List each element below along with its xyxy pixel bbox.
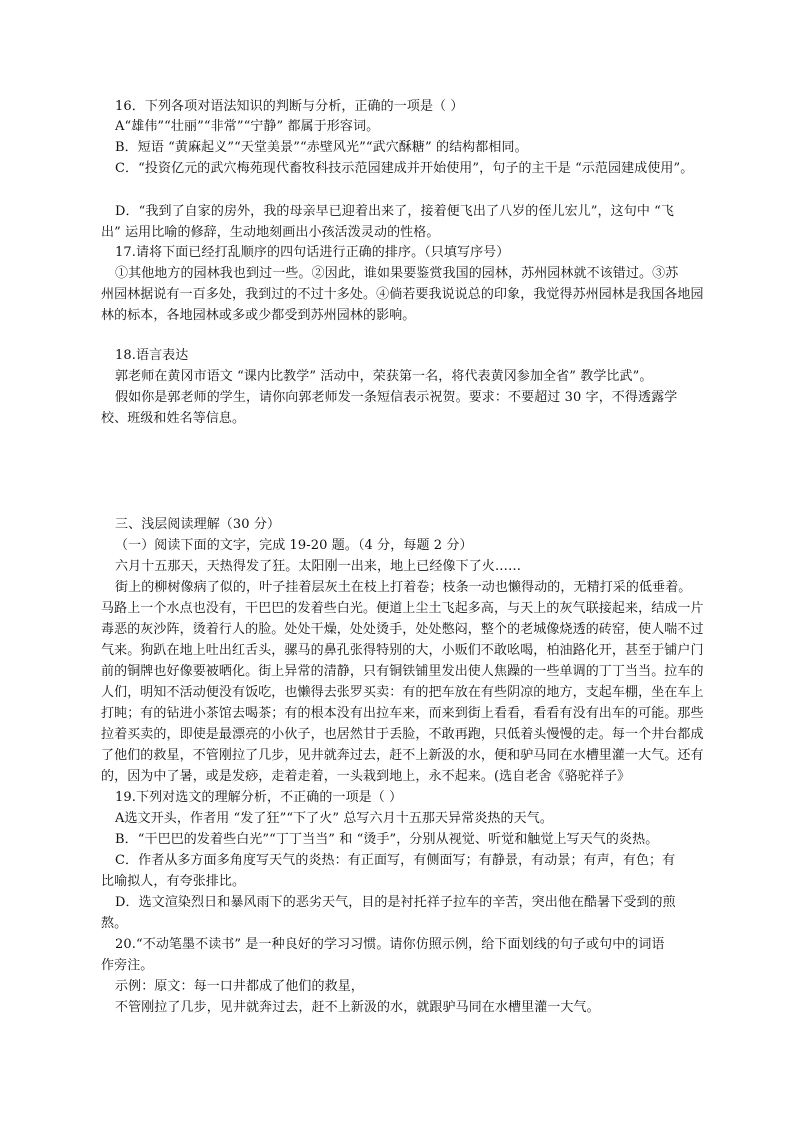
q17-line1: ①其他地方的园林我也到过一些。②因此，谁如果要鉴赏我国的园林，苏州园林就不该错过。③苏	[115, 266, 679, 281]
q16-option-a: A“雄伟”“壮丽”“非常”“宁静” 都属于形容词。	[115, 119, 380, 134]
passage-line: 人们，明知不活动便没有饭吃，也懒得去张罗买卖：有的把车放在有些阴凉的地方，支起车棚，坐在车上	[101, 685, 704, 700]
q17-stem: 17.请将下面已经打乱顺序的四句话进行正确的排序。（只填写序号）	[115, 245, 510, 260]
q17-line3: 林的标本，各地园林或多或少都受到苏州园林的影响。	[101, 308, 416, 323]
passage-line: 了他们的救星，不管刚拉了几步，见井就奔过去，赶不上新汲的水，便和驴马同在水槽里灌一大气。还有	[101, 748, 704, 763]
passage-line: 前的铜牌也好像要被晒化。街上异常的清静，只有铜铁铺里发出使人焦躁的一些单调的丁丁当当。拉车的	[101, 664, 704, 679]
q16-option-d-line2: 出” 运用比喻的修辞，生动地刻画出小孩活泼灵动的性格。	[101, 225, 440, 240]
q16-option-c: C．“投资亿元的武穴梅苑现代畜牧科技示范园建成并开始使用”，句子的主干是 “示范园建成使用”。	[115, 161, 694, 176]
q18-stem: 18.语言表达	[115, 348, 189, 363]
q19-option-b: B．“干巴巴的发着些白光”“丁丁当当” 和 “烫手”，分别从视觉、听觉和触觉上写天气的炎热。	[115, 832, 659, 847]
q16-option-d-line1: D．“我到了自家的房外，我的母亲早已迎着出来了，接着便飞出了八岁的侄儿宏儿”，这句中 “飞	[115, 204, 674, 219]
passage-line: 气来。狗趴在地上吐出红舌头，骡马的鼻孔张得特别的大，小贩们不敢吆喝，柏油路化开，甚至于铺户门	[101, 643, 704, 658]
passage-line: 毒恶的灰沙阵，烫着行人的脸。处处干燥，处处烫手，处处憋闷，整个的老城像烧透的砖窑，使人喘不过	[101, 622, 704, 637]
section3-sub-heading: （一）阅读下面的文字，完成 19-20 题。（4 分，每题 2 分）	[115, 538, 473, 553]
q19-option-d-line1: D．选文渲染烈日和暴风雨下的恶劣天气，目的是衬托祥子拉车的辛苦，突出他在酷暑下受到的煎	[115, 895, 676, 910]
passage-line: 街上的柳树像病了似的，叶子挂着层灰土在枝上打着卷；枝条一动也懒得动的，无精打采的低垂着。	[115, 580, 692, 595]
q19-stem: 19.下列对选文的理解分析，不正确的一项是（ ）	[115, 790, 403, 805]
q19-option-c-line1: C．作者从多方面多角度写天气的炎热：有正面写，有侧面写；有静景，有动景；有声，有色；有	[115, 853, 676, 868]
passage-line: 的，因为中了暑，或是发痧，走着走着，一头栽到地上，永不起来。(选自老舍《骆驼祥子》	[101, 769, 631, 784]
passage-line: 六月十五那天，天热得发了狂。太阳刚一出来，地上已经像下了火……	[115, 559, 522, 574]
q20-example-line1: 示例：原文：每一口井都成了他们的救星，	[115, 979, 364, 994]
passage-line: 打盹；有的钻进小茶馆去喝茶；有的根本没有出拉车来，而来到街上看看，看看有没有出车的可能。那些	[101, 706, 704, 721]
q20-stem-line2: 作旁注。	[101, 958, 154, 973]
passage-line: 马路上一个水点也没有，干巴巴的发着些白光。便道上尘土飞起多高，与天上的灰气联接起来，结成一片	[101, 601, 704, 616]
passage-line: 拉着买卖的，即使是最漂亮的小伙子，也居然甘于丢脸，不敢再跑，只低着头慢慢的走。每一个井台都成	[101, 727, 704, 742]
q19-option-c-line2: 比喻拟人，有夸张排比。	[101, 874, 246, 889]
q19-option-d-line2: 熬。	[101, 916, 128, 931]
section3-heading: 三、浅层阅读理解（30 分）	[115, 517, 281, 532]
q16-option-b: B．短语 “黄麻起义”“天堂美景”“赤壁风光”“武穴酥糖” 的结构都相同。	[115, 140, 528, 155]
q17-line2: 州园林据说有一百多处，我到过的不过十多处。④倘若要我说说总的印象，我觉得苏州园林是我国各地园	[101, 287, 704, 302]
q20-example-line2: 不管刚拉了几步，见井就奔过去，赶不上新汲的水，就跟驴马同在水槽里灌一大气。	[115, 1000, 600, 1015]
q18-line2: 假如你是郭老师的学生，请你向郭老师发一条短信表示祝贺。要求：不要超过 30 字，不得透露学	[115, 390, 678, 405]
q19-option-a: A选文开头，作者用 “发了狂”“下了火” 总写六月十五那天异常炎热的天气。	[115, 811, 553, 826]
q18-line3: 校、班级和姓名等信息。	[101, 411, 246, 426]
q20-stem-line1: 20.“不动笔墨不读书” 是一种良好的学习习惯。请你仿照示例，给下面划线的句子或句中的词语	[115, 937, 665, 952]
q16-stem: 16．下列各项对语法知识的判断与分析，正确的一项是（ ）	[115, 99, 464, 114]
q18-line1: 郭老师在黄冈市语文 “课内比教学” 活动中，荣获第一名，将代表黄冈参加全省” 教学比武”。	[115, 369, 653, 384]
